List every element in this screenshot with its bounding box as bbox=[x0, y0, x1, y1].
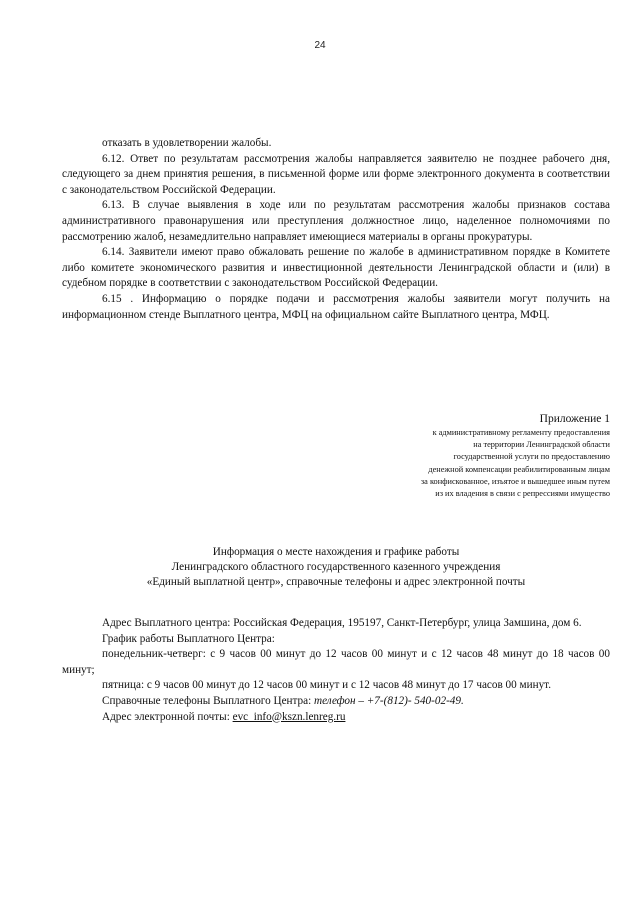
paragraph: отказать в удовлетворении жалобы. bbox=[102, 137, 272, 149]
address-text: Адрес Выплатного центра: Российская Федерация, 195197, Санкт-Петербург, улица Замшина, дом 6. bbox=[102, 617, 582, 629]
email-link[interactable]: evc_info@kszn.lenreg.ru bbox=[232, 710, 346, 723]
schedule-title: График работы Выплатного Центра: bbox=[102, 632, 275, 645]
heading-line: Ленинградского областного государственного казенного учреждения bbox=[171, 561, 501, 573]
schedule-mon-thu: понедельник-четверг: с 9 часов 00 минут до 12 часов 00 минут и с 12 часов 48 минут до 18 часов 00 минут; bbox=[62, 648, 610, 676]
info-heading bbox=[62, 545, 610, 590]
phones-label: Справочные телефоны Выплатного Центра: bbox=[102, 694, 315, 707]
email-label: Адрес электронной почты: bbox=[102, 710, 233, 723]
appendix-header bbox=[330, 412, 610, 500]
heading-line: Информация о месте нахождения и графике работы bbox=[212, 546, 460, 558]
paragraph-6-12: 6.12. Ответ по результатам рассмотрения жалобы направляется заявителю не позднее рабочего дня, следующего за днем принятия решения, в письменной форме или форме электронного документа в соответствии с законодательством Российской Федерации. bbox=[62, 152, 610, 196]
paragraph-6-15: 6.15 . Информацию о порядке подачи и рассмотрения жалобы заявители могут получить на информационном стенде Выплатного центра, МФЦ на официальном сайте Выплатного центра, МФЦ. bbox=[62, 292, 610, 321]
phones-line bbox=[62, 694, 610, 710]
schedule-friday: пятница: с 9 часов 00 минут до 12 часов 00 минут и с 12 часов 48 минут до 17 часов 00 минут. bbox=[102, 679, 552, 692]
appendix-line: к административному регламенту предоставления bbox=[432, 428, 610, 437]
paragraph-6-14: 6.14. Заявители имеют право обжаловать решение по жалобе в административном порядке в Комитете либо комитете экономического развития и инвестиционной деятельности Ленинградской области и (или) в судебном порядке в соответствии с законодательством Российской Федерации. bbox=[62, 246, 610, 290]
page-number: 24 bbox=[314, 40, 326, 51]
appendix-line: государственной услуги по предоставлению bbox=[453, 452, 610, 462]
appendix-line: за конфискованное, изъятое и вышедшее иным путем bbox=[420, 476, 610, 486]
appendix-line: из их владения в связи с репрессиями имущество bbox=[435, 489, 610, 499]
contact-info bbox=[62, 616, 610, 725]
email-line bbox=[62, 710, 610, 726]
appendix-line: на территории Ленинградской области bbox=[473, 440, 610, 450]
appendix-line: денежной компенсации реабилитированным лицам bbox=[428, 464, 610, 474]
complaint-section bbox=[62, 136, 610, 323]
appendix-title: Приложение 1 bbox=[539, 413, 610, 425]
heading-line: «Единый выплатной центр», справочные телефоны и адрес электронной почты bbox=[146, 576, 526, 588]
paragraph-6-13: 6.13. В случае выявления в ходе или по результатам рассмотрения жалобы признаков состава административного правонарушения или преступления должностное лицо, наделенное полномочиями по рассмотрению жалоб, незамедлительно направляет имеющиеся материалы в органы прокуратуры. bbox=[62, 199, 610, 243]
phones-value: телефон – +7-(812)- 540-02-49. bbox=[314, 694, 464, 707]
